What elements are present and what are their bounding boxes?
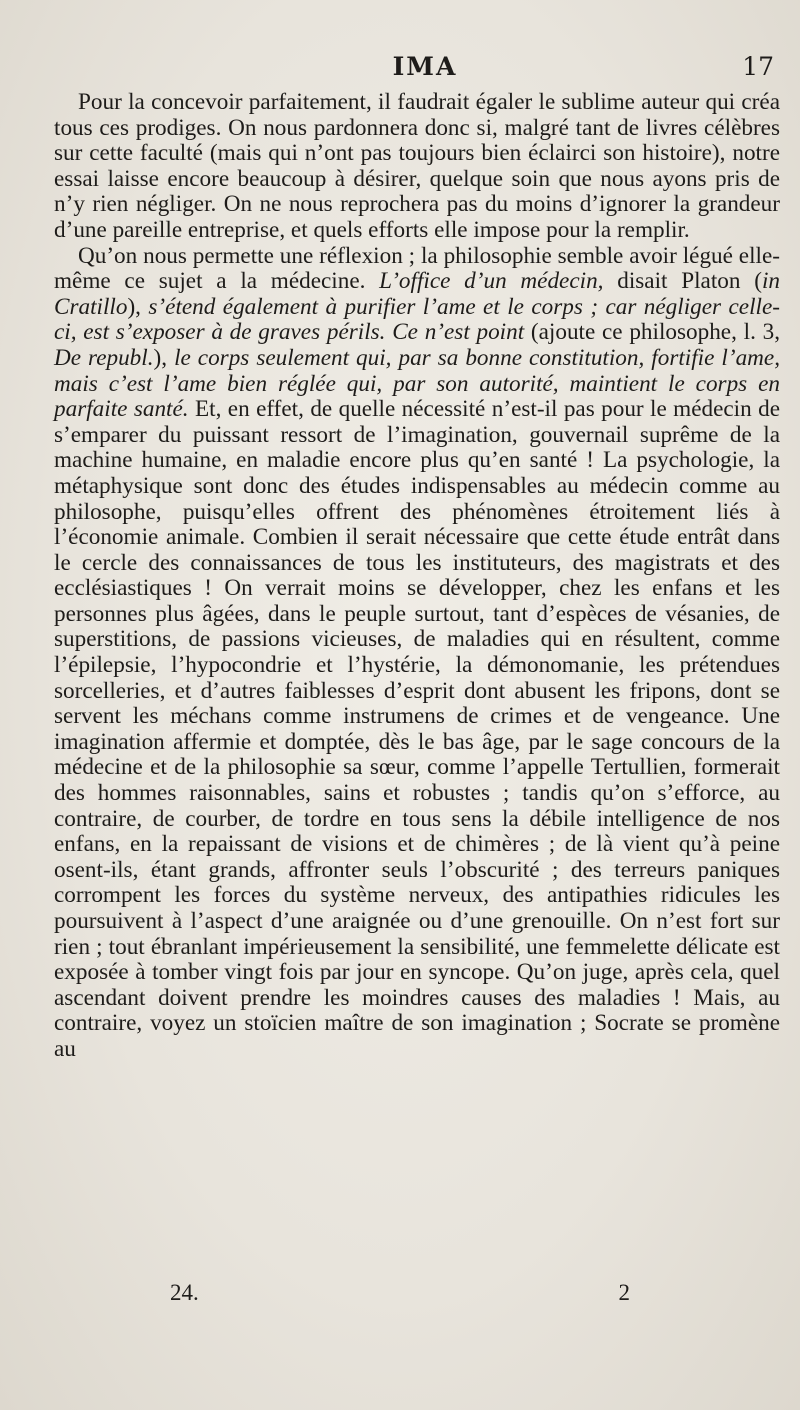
text-run: (ajoute ce philosophe, l. 3,: [524, 319, 780, 346]
text-run: ),: [153, 344, 175, 371]
gathering-mark: 2: [618, 1280, 630, 1305]
body-text: [54, 90, 780, 1063]
page-footer: [170, 1280, 630, 1310]
page-number: 17: [742, 52, 774, 81]
italic-run: s’étend également à purifier l’ame et le corps ; car négliger celle-ci, est s’exposer à de graves périls. Ce n’est point: [54, 293, 780, 346]
italic-run: in Cratillo: [54, 268, 780, 320]
text-run: disait Platon (: [603, 268, 762, 295]
italic-run: le corps seulement qui, par sa bonne constitution, fortifie l’ame, mais c’est l’ame bien réglée qui, par son autorité, maintient le corps en parfaite santé.: [54, 344, 781, 423]
running-head: [60, 52, 780, 86]
text-run: Et, en effet, de quelle nécessité n’est-il pas pour le médecin de s’emparer du puissant ressort de l’imagination, gouvernail suprême de la machine humaine, en maladie encore plus qu’en santé ! La psychologie, la métaphysique sont donc des études indispensables au médecin comme au philosophe, puisqu’elles offrent des phénomènes étroitement liés à l’économie animale. Combien il serait nécessaire que cette étude entrât dans le cercle des connaissances de tous les instituteurs, des magistrats et des ecclésiastiques ! On verrait moins se développer, chez les enfans et les personnes plus âgées, dans le peuple surtout, tant d’espèces de vésanies, de superstitions, de passions vicieuses, de maladies qui en résultent, comme l’épilepsie, l’hypocondrie et l’hystérie, la démonomanie, les prétendues sorcelleries, et d’autres faiblesses d’esprit dont abusent les fripons, dont se servent les méchans comme instrumens de crimes et de vengeance. Une imagination affermie et domptée, dès le bas âge, par le sage concours de la médecine et de la philosophie sa sœur, comme l’appelle Tertullien, formerait des hommes raisonnables, sains et robustes ; tandis qu’on s’efforce, au contraire, de courber, de tordre en tous sens la débile intelligence de nos enfans, en la repaissant de visions et de chimères ; de là vient qu’à peine osent-ils, étant grands, affronter seuls l’obscurité ; des terreurs paniques corrompent les forces du système nerveux, des antipathies ridicules les poursuivent à l’aspect d’une araignée ou d’une grenouille. On n’est fort sur rien ; tout ébranlant impérieusement la sensibilité, une femmelette délicate est exposée à tomber vingt fois par jour en syncope. Qu’on juge, après cela, quel ascendant doivent prendre les moindres causes des maladies ! Mais, au contraire, voyez un stoïcien maître de son imagination ; Socrate se promène au: [54, 396, 781, 1062]
paragraph: [54, 90, 780, 244]
text-run: Qu’on nous permette une réflexion ; la philosophie semble avoir légué elle-même ce sujet a la médecine.: [54, 242, 780, 295]
printer-signature-mark: 24.: [170, 1280, 199, 1305]
italic-run: L’office d’un médecin,: [379, 268, 604, 295]
text-run: Pour la concevoir parfaitement, il faudrait égaler le sublime auteur qui créa tous ces prodiges. On nous pardonnera donc si, malgré tant de livres célèbres sur cette faculté (mais qui n’ont pas toujours bien éclairci son histoire), notre essai laisse encore beaucoup à désirer, quelque soin que nous ayons pris de n’y rien négliger. On ne nous reprochera pas du moins d’ignorer la grandeur d’une pareille entreprise, et quels efforts elle impose pour la remplir.: [54, 89, 780, 243]
text-run: ),: [127, 293, 149, 320]
paragraph: [54, 244, 780, 1063]
running-title: IMA: [392, 52, 458, 81]
italic-run: De republ.: [54, 344, 154, 371]
